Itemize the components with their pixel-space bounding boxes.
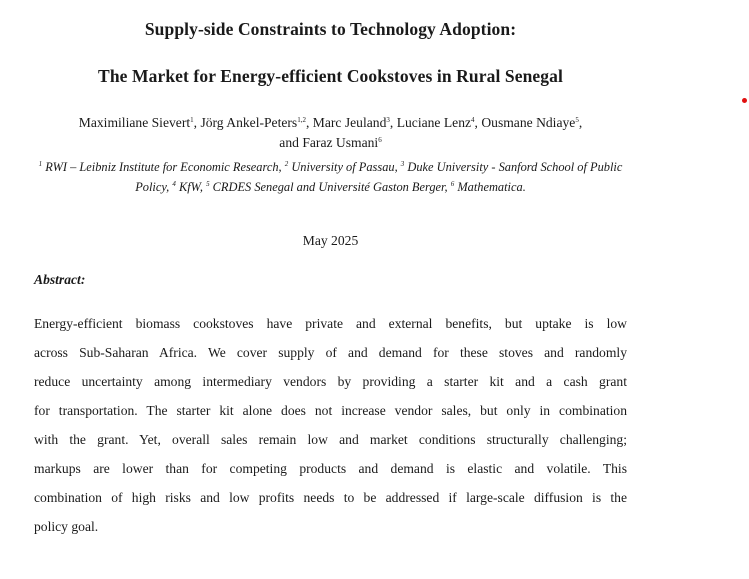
abstract-line: Energy-efficient biomass cookstoves have private and external benefits, but uptake is low [34,316,627,331]
abstract-line: policy goal. [34,519,99,534]
author: Luciane Lenz$^4$, [396,115,482,130]
author: Marc Jeuland$^3$, [312,115,397,130]
abstract-line: markups are lower than for competing products and demand is elastic and volatile. This [34,461,627,476]
abstract-body [34,312,627,544]
affiliation: $^1$ RWI – Leibniz Institute for Economic Research, [38,160,285,174]
author: Jörg Ankel-Peters$^{1,2}$, [200,115,313,130]
author: Maximiliane Sievert$^1$, [78,115,201,130]
paper-title-line-2: The Market for Energy-efficient Cookstoves in Rural Senegal [98,66,563,86]
publication-date: May 2025 [302,233,359,248]
affiliation: $^5$ CRDES Senegal and Université Gaston Berger, [206,179,451,194]
abstract-heading: Abstract: [34,272,86,287]
red-marker-dot [742,98,747,103]
affiliation: $^3$ Duke University - Sanford School of Public Policy, [135,160,623,194]
affiliation: $^4$ KfW, [172,179,207,194]
affiliation: $^2$ University of Passau, [284,160,401,174]
author: Ousmane Ndiaye$^5$, [481,115,583,130]
abstract-line: for transportation. The starter kit alone does not increase vendor sales, but only in combination [34,403,627,418]
abstract-line: with the grant. Yet, overall sales remain low and market conditions structurally challenging; [34,432,627,447]
abstract-line: across Sub-Saharan Africa. We cover supply of and demand for these stoves and randomly [34,345,627,360]
author-list [34,113,627,152]
author: and Faraz Usmani$^6$ [279,134,382,150]
affiliation-list [34,158,627,197]
abstract-line: combination of high risks and low profits needs to be addressed if large-scale diffusion is the [34,490,627,505]
paper-title-line-1: Supply-side Constraints to Technology Adoption: [144,19,517,39]
affiliation: $^6$ Mathematica. [450,179,526,194]
abstract-line: reduce uncertainty among intermediary vendors by providing a starter kit and a cash grant [34,374,627,389]
